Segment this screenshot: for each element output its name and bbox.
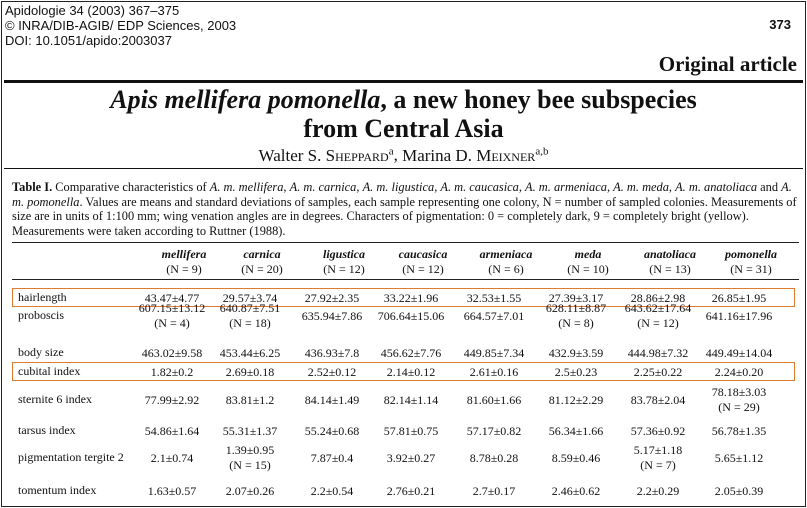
table-cell: 1.82±0.2 [150,364,194,379]
journal-citation: Apidologie 34 (2003) 367–375 [5,3,180,18]
author-1: Walter S. Sheppard$^a$ [258,145,394,165]
table-cell: 83.81±1.2 [225,392,275,407]
author-2: Marina D. Meixner$^{a,b}$ [402,145,549,165]
table-cell: 635.94±7.86 [301,308,363,323]
table-cell: 449.85±7.34 [463,345,525,360]
table-cell: 8.59±0.46 [551,450,601,465]
table-top-rule [12,242,799,243]
table-cell: 78.18±3.03 (N = 29) [711,385,767,414]
table-cell: 2.05±0.39 [714,483,764,498]
table-cell: 641.16±17.96 [705,308,773,323]
table-cell: 449.49±14.04 [705,345,773,360]
table-cell: 57.17±0.82 [466,423,522,438]
row-label: sternite 6 index [18,392,92,406]
table-cell: 2.14±0.12 [386,364,436,379]
table-cell: 1.39±0.95 (N = 15) [225,443,275,472]
table-cell: 83.78±2.04 [630,392,686,407]
column-header: carnica (N = 20) [241,247,283,276]
table-cell: 2.24±0.20 [714,364,764,379]
table-cell: 706.64±15.06 [377,308,445,323]
table-cell: 84.14±1.49 [304,392,360,407]
row-label: proboscis [18,308,64,322]
table-cell: 643.62±17.64 (N = 12) [624,301,692,330]
caption-label: Table I. [12,180,53,194]
column-header: meda (N = 10) [567,247,609,276]
table-cell: 2.2±0.54 [310,483,354,498]
column-header: armeniaca (N = 6) [479,247,533,276]
header-rule [12,279,799,280]
table-cell: 2.5±0.23 [554,364,598,379]
table-cell: 29.57±3.74 [222,290,278,305]
table-cell: 2.7±0.17 [472,483,516,498]
title-line2: from Central Asia [303,114,504,143]
author-list: Walter S. Sheppard$^a$, Marina D. Meixner$^{a,b}$ [258,145,549,165]
page-number: 373 [769,17,791,32]
table-cell: 1.63±0.57 [147,483,197,498]
table-cell: 5.65±1.12 [714,450,764,465]
table-cell: 43.47±4.77 [144,290,200,305]
article-title [0,85,807,143]
table-cell: 607.15±13.12 (N = 4) [138,301,206,330]
table-cell: 5.17±1.18 (N = 7) [633,443,683,472]
table-cell: 2.69±0.18 [225,364,275,379]
table-cell: 2.25±0.22 [633,364,683,379]
table-cell: 444.98±7.32 [627,345,689,360]
row-label: pigmentation tergite 2 [18,450,124,464]
table-cell: 640.87±7.51 (N = 18) [219,301,281,330]
row-label: cubital index [18,364,81,378]
table-cell: 453.44±6.25 [219,345,281,360]
table-cell: 2.76±0.21 [386,483,436,498]
table-cell: 54.86±1.64 [144,423,200,438]
table-cell: 26.85±1.95 [711,290,767,305]
table-cell: 3.92±0.27 [386,450,436,465]
table-cell: 2.2±0.29 [636,483,680,498]
header-rule [4,80,803,83]
table-cell: 628.11±8.87 (N = 8) [545,301,607,330]
table-caption [12,180,802,238]
table-cell: 56.78±1.35 [711,423,767,438]
table-cell: 77.99±2.92 [144,392,200,407]
column-header: caucasica (N = 12) [398,247,448,276]
table-cell: 81.60±1.66 [466,392,522,407]
table-cell: 55.24±0.68 [304,423,360,438]
table-cell: 2.07±0.26 [225,483,275,498]
journal-meta [5,3,236,48]
table-cell: 436.93±7.8 [304,345,360,360]
table-cell: 8.78±0.28 [469,450,519,465]
row-label: tomentum index [18,483,97,497]
table-cell: 2.61±0.16 [469,364,519,379]
article-type: Original article [658,52,797,76]
table-cell: 27.92±2.35 [304,290,360,305]
title-species: Apis mellifera pomonella [110,85,381,114]
caption-text: Comparative characteristics of A. m. mellifera, A. m. carnica, A. m. ligustica, A. m. caucasica, A. m. armeniaca, A. m. meda, A. m. anatoliaca and A. m. pomonella. Values are means and standard deviations of samples, each sample representing one colony, N = number of sampled colonies. Measurements of size are in units of 1:100 mm; wing venation angles are in degrees. Characters of pigmentation: 0 = completely dark, 9 = completely bright (yellow). Measurements were taken according to Ruttner (1988). [12,180,797,238]
row-label: tarsus index [18,423,76,437]
table-cell: 664.57±7.01 [463,308,525,323]
table-cell: 28.86±2.98 [630,290,686,305]
column-header: anatoliaca (N = 13) [643,247,696,276]
title-rest: , a new honey bee subspecies [380,85,697,114]
table-cell: 82.14±1.14 [383,392,439,407]
table-cell: 81.12±2.29 [548,392,604,407]
table-cell: 55.31±1.37 [222,423,278,438]
table-cell: 33.22±1.96 [383,290,439,305]
table-cell: 2.52±0.12 [307,364,357,379]
table-cell: 57.36±0.92 [630,423,686,438]
column-header: pomonella (N = 31) [724,247,777,276]
row-label: hairlength [18,290,67,304]
table-cell: 57.81±0.75 [383,423,439,438]
table-cell: 463.02±9.58 [141,345,203,360]
table-cell: 27.39±3.17 [548,290,604,305]
table-cell: 456.62±7.76 [380,345,442,360]
column-header: mellifera (N = 9) [161,247,207,276]
table-cell: 7.87±0.4 [310,450,354,465]
table-cell: 32.53±1.55 [466,290,522,305]
table-cell: 2.1±0.74 [150,450,194,465]
table-cell: 2.46±0.62 [551,483,601,498]
copyright-line: © INRA/DIB-AGIB/ EDP Sciences, 2003 [5,18,237,33]
table-cell: 56.34±1.66 [548,423,604,438]
column-header: ligustica (N = 12) [322,247,365,276]
row-label: body size [18,345,64,359]
doi-line: DOI: 10.1051/apido:2003037 [5,33,172,48]
title-rule [4,168,803,169]
table-cell: 432.9±3.59 [548,345,604,360]
